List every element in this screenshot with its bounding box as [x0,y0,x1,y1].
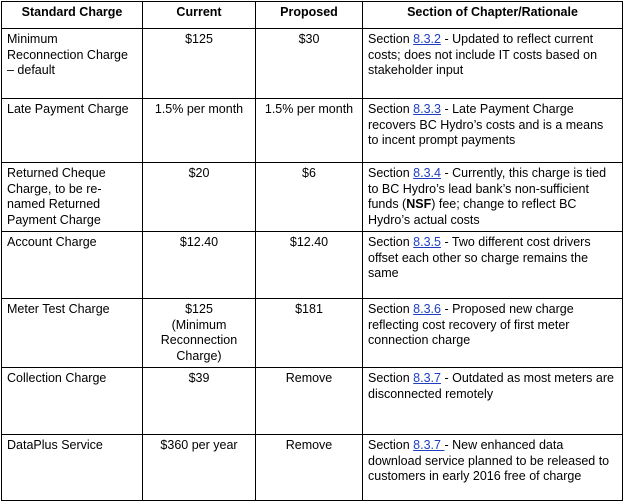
current-cell: $20 [143,163,256,232]
rationale-cell [363,163,623,232]
section-prefix: Section [368,235,414,249]
charge-cell: DataPlus Service [2,435,143,501]
header-row [2,2,623,29]
proposed-cell: Remove [256,368,363,435]
section-link[interactable]: 8.3.3 [413,102,441,116]
rationale-cell [363,435,623,501]
section-prefix: Section [368,371,414,385]
nsf-abbreviation: NSF [406,197,432,211]
proposed-cell: $30 [256,29,363,99]
charge-cell: Meter Test Charge [2,299,143,368]
standard-charges-table [1,1,623,501]
table-row [2,368,623,435]
current-value: $125 [185,302,213,316]
rationale-cell [363,29,623,99]
proposed-cell: $12.40 [256,232,363,299]
rationale-text: - Late Payment Charge recovers BC Hydro’s costs and is a means to incent prompt payments [368,102,604,147]
proposed-cell: Remove [256,435,363,501]
table-row [2,29,623,99]
table-row [2,299,623,368]
current-cell: $125 [143,29,256,99]
charge-cell: Returned Cheque Charge, to be re-named Returned Payment Charge [2,163,143,232]
rationale-text: - New enhanced data download service planned to be released to customers in early 2016 free of charge [368,438,610,483]
section-link[interactable]: 8.3.5 [413,235,441,249]
header-section-rationale: Section of Chapter/Rationale [363,2,623,29]
header-standard-charge: Standard Charge [2,2,143,29]
rationale-cell [363,232,623,299]
charge-cell: Late Payment Charge [2,99,143,163]
rationale-text: - Currently, this charge is tied to BC Hydro’s lead bank’s non-sufficient funds ( [368,166,607,211]
table-row [2,435,623,501]
table-row [2,99,623,163]
table-row [2,163,623,232]
current-note: (Minimum Reconnection Charge) [160,317,238,363]
rationale-cell [363,368,623,435]
section-link[interactable]: 8.3.7 [413,438,445,452]
section-prefix: Section [368,166,414,180]
current-cell: 1.5% per month [143,99,256,163]
rationale-text: ) fee; change to reflect BC Hydro’s actual costs [368,197,577,227]
rationale-text: - Updated to reflect current costs; does not include IT costs based on stakeholder input [368,32,598,77]
section-prefix: Section [368,438,414,452]
section-prefix: Section [368,32,414,46]
rationale-cell [363,299,623,368]
header-proposed: Proposed [256,2,363,29]
current-cell [143,299,256,368]
current-cell: $12.40 [143,232,256,299]
rationale-text: - Two different cost drivers offset each other so charge remains the same [368,235,591,280]
charge-cell: Collection Charge [2,368,143,435]
current-cell: $360 per year [143,435,256,501]
rationale-cell [363,99,623,163]
charge-cell: Minimum Reconnection Charge – default [2,29,143,99]
rationale-text: - Proposed new charge reflecting cost recovery of first meter connection charge [368,302,574,347]
section-link[interactable]: 8.3.4 [413,166,441,180]
charge-cell: Account Charge [2,232,143,299]
section-prefix: Section [368,302,414,316]
rationale-text: - Outdated as most meters are disconnected remotely [368,371,614,401]
section-prefix: Section [368,102,414,116]
proposed-cell: $181 [256,299,363,368]
table-row [2,232,623,299]
current-cell: $39 [143,368,256,435]
section-link[interactable]: 8.3.2 [413,32,441,46]
section-link[interactable]: 8.3.6 [413,302,441,316]
proposed-cell: 1.5% per month [256,99,363,163]
section-link[interactable]: 8.3.7 [413,371,441,385]
proposed-cell: $6 [256,163,363,232]
header-current: Current [143,2,256,29]
